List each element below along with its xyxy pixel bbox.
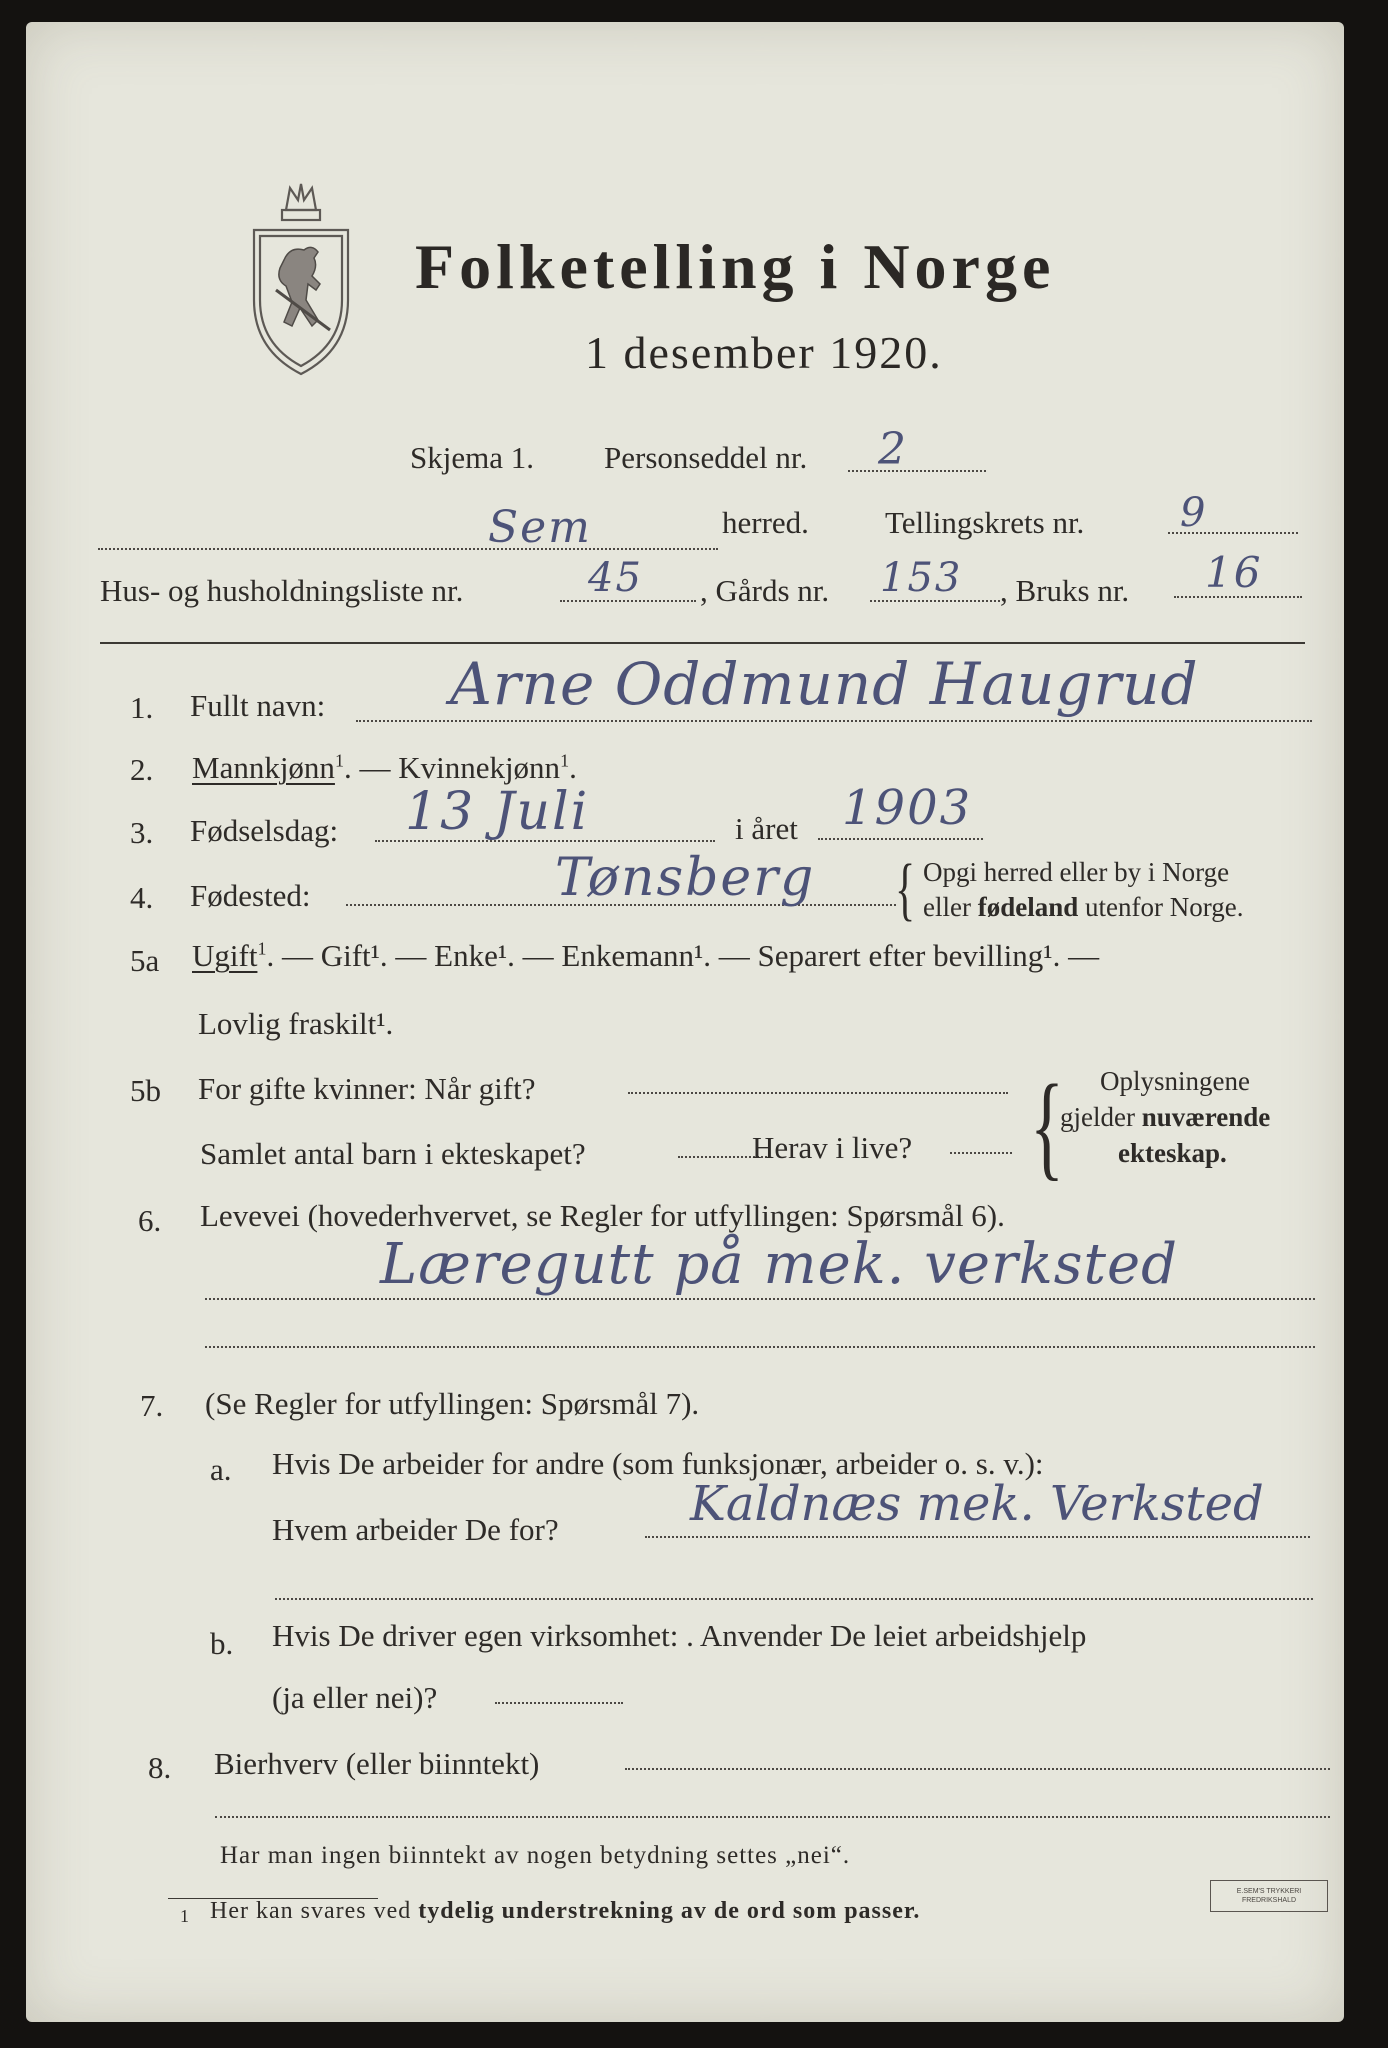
gards-value: 153 [880,555,963,601]
q4-note-line2-a: eller [923,892,978,922]
herred-value: Sem [488,502,592,553]
footer-note: Har man ingen biinntekt av nogen betydning settes „nei“. [220,1842,851,1869]
tellingskrets-value: 9 [1180,490,1208,536]
q4-note-brace: { [895,851,916,928]
q3-year-value: 1903 [842,780,973,836]
q2-line [192,750,577,786]
q7a-line2: Hvem arbeider De for? [272,1512,559,1547]
tellingskrets-label: Tellingskrets nr. [885,505,1085,540]
q5b-note-brace: { [1030,1060,1064,1191]
q1-dotline [356,720,1312,722]
q5a-ugift-footnote: 1 [257,938,267,959]
q7-number: 7. [140,1388,164,1423]
q7b-dotline [495,1702,623,1704]
q7a-value: Kaldnæs mek. Verksted [690,1476,1264,1532]
q6-dotline-1 [205,1298,1315,1300]
q5b-note-line2 [1060,1102,1270,1133]
schema-label: Skjema 1. [410,440,534,475]
q3-number: 3. [130,815,154,850]
q5a-ugift-option: Ugift [192,938,258,973]
q3-year-dotline [818,838,983,840]
q2-female-option: Kvinnekjønn [398,750,561,785]
q6-dotline-2 [205,1346,1315,1348]
q4-note-line2 [923,892,1243,923]
q5b-note-line3: ekteskap. [1118,1138,1227,1168]
hus-label: Hus- og husholdningsliste nr. [100,573,464,608]
q8-label: Bierhverv (eller biinntekt) [214,1746,540,1781]
q4-note-line2-b: fødeland [977,892,1079,922]
printer-stamp [1210,1880,1328,1912]
q7a-dotline-2 [275,1598,1313,1600]
q5a-other-options: . — Gift¹. — Enke¹. — Enkemann¹. — Separert efter bevilling¹. — [266,938,1100,973]
q7b-letter: b. [210,1626,234,1661]
q4-number: 4. [130,880,154,915]
personseddel-value: 2 [878,424,908,475]
herred-label: herred. [722,505,809,540]
q7b-line2: (ja eller nei)? [272,1680,438,1715]
printer-stamp-line1: E.SEM'S TRYKKERI [1236,1888,1302,1895]
q3-year-label: i året [735,811,798,846]
norwegian-coat-of-arms-icon [246,180,356,376]
form-title: Folketelling i Norge [415,231,1056,302]
herred-dotline [98,548,718,550]
q2-number: 2. [130,752,154,787]
printer-stamp-line2: FREDRIKSHALD [1241,1897,1297,1904]
q5b-label-when-married: For gifte kvinner: Når gift? [198,1071,536,1106]
header-rule [100,642,1305,644]
q3-label: Fødselsdag: [190,813,339,848]
q2-separator: . — [343,750,399,785]
q7b-line1: Hvis De driver egen virksomhet: . Anvender De leiet arbeidshjelp [272,1618,1087,1653]
q5b-label-alive: Herav i live? [752,1130,913,1165]
gards-label: , Gårds nr. [700,573,830,608]
q2-end: . [569,750,577,785]
footnote-number: 1 [180,1906,189,1926]
q5a-number: 5a [130,943,160,978]
q5a-line2: Lovlig fraskilt¹. [198,1006,394,1041]
form-date: 1 desember 1920. [585,327,943,378]
bruks-value: 16 [1205,548,1263,597]
q3-value: 13 Juli [405,782,590,842]
q5b-number: 5b [130,1073,161,1108]
q4-label: Fødested: [190,878,311,913]
footnote-text-a: Her kan svares ved [210,1898,419,1924]
q8-dotline-2 [215,1816,1330,1818]
q7-label: (Se Regler for utfyllingen: Spørsmål 7). [205,1386,700,1421]
q8-number: 8. [148,1750,172,1785]
q6-number: 6. [138,1203,162,1238]
q6-label: Levevei (hovederhvervet, se Regler for utfyllingen: Spørsmål 6). [200,1198,1005,1233]
q2-male-footnote: 1 [334,750,344,771]
q5b-note-line2-b: nuværende [1141,1102,1271,1132]
q1-label: Fullt navn: [190,688,326,723]
footnote-text [210,1898,920,1925]
q5a-line1 [192,938,1099,974]
q4-value: Tønsberg [555,848,816,908]
q4-note-line2-c: utenfor Norge. [1078,892,1244,922]
footnote-text-b: tydelig understrekning av de ord som passer. [418,1898,921,1924]
q5b-alive-dotline [950,1152,1012,1154]
personseddel-dotline [848,470,986,472]
q7a-line1: Hvis De arbeider for andre (som funksjonær, arbeider o. s. v.): [272,1446,1044,1481]
q4-note-line1: Opgi herred eller by i Norge [923,857,1230,887]
hus-value: 45 [588,555,643,601]
q2-female-footnote: 1 [560,750,570,771]
q1-number: 1. [130,690,154,725]
bruks-label: , Bruks nr. [1000,573,1130,608]
q5b-note-line1: Oplysningene [1100,1066,1250,1096]
q2-male-option: Mannkjønn [192,750,335,785]
q1-value: Arne Oddmund Haugrud [450,650,1199,718]
q8-dotline-1 [625,1768,1330,1770]
q6-value: Læregutt på mek. verksted [380,1232,1178,1297]
q5b-note-line2-a: gjelder [1060,1102,1142,1132]
q7a-letter: a. [210,1452,232,1487]
q7a-dotline-1 [645,1536,1310,1538]
q5b-when-dotline [628,1092,1008,1094]
personseddel-label: Personseddel nr. [604,440,808,475]
q5b-label-children: Samlet antal barn i ekteskapet? [200,1136,586,1171]
